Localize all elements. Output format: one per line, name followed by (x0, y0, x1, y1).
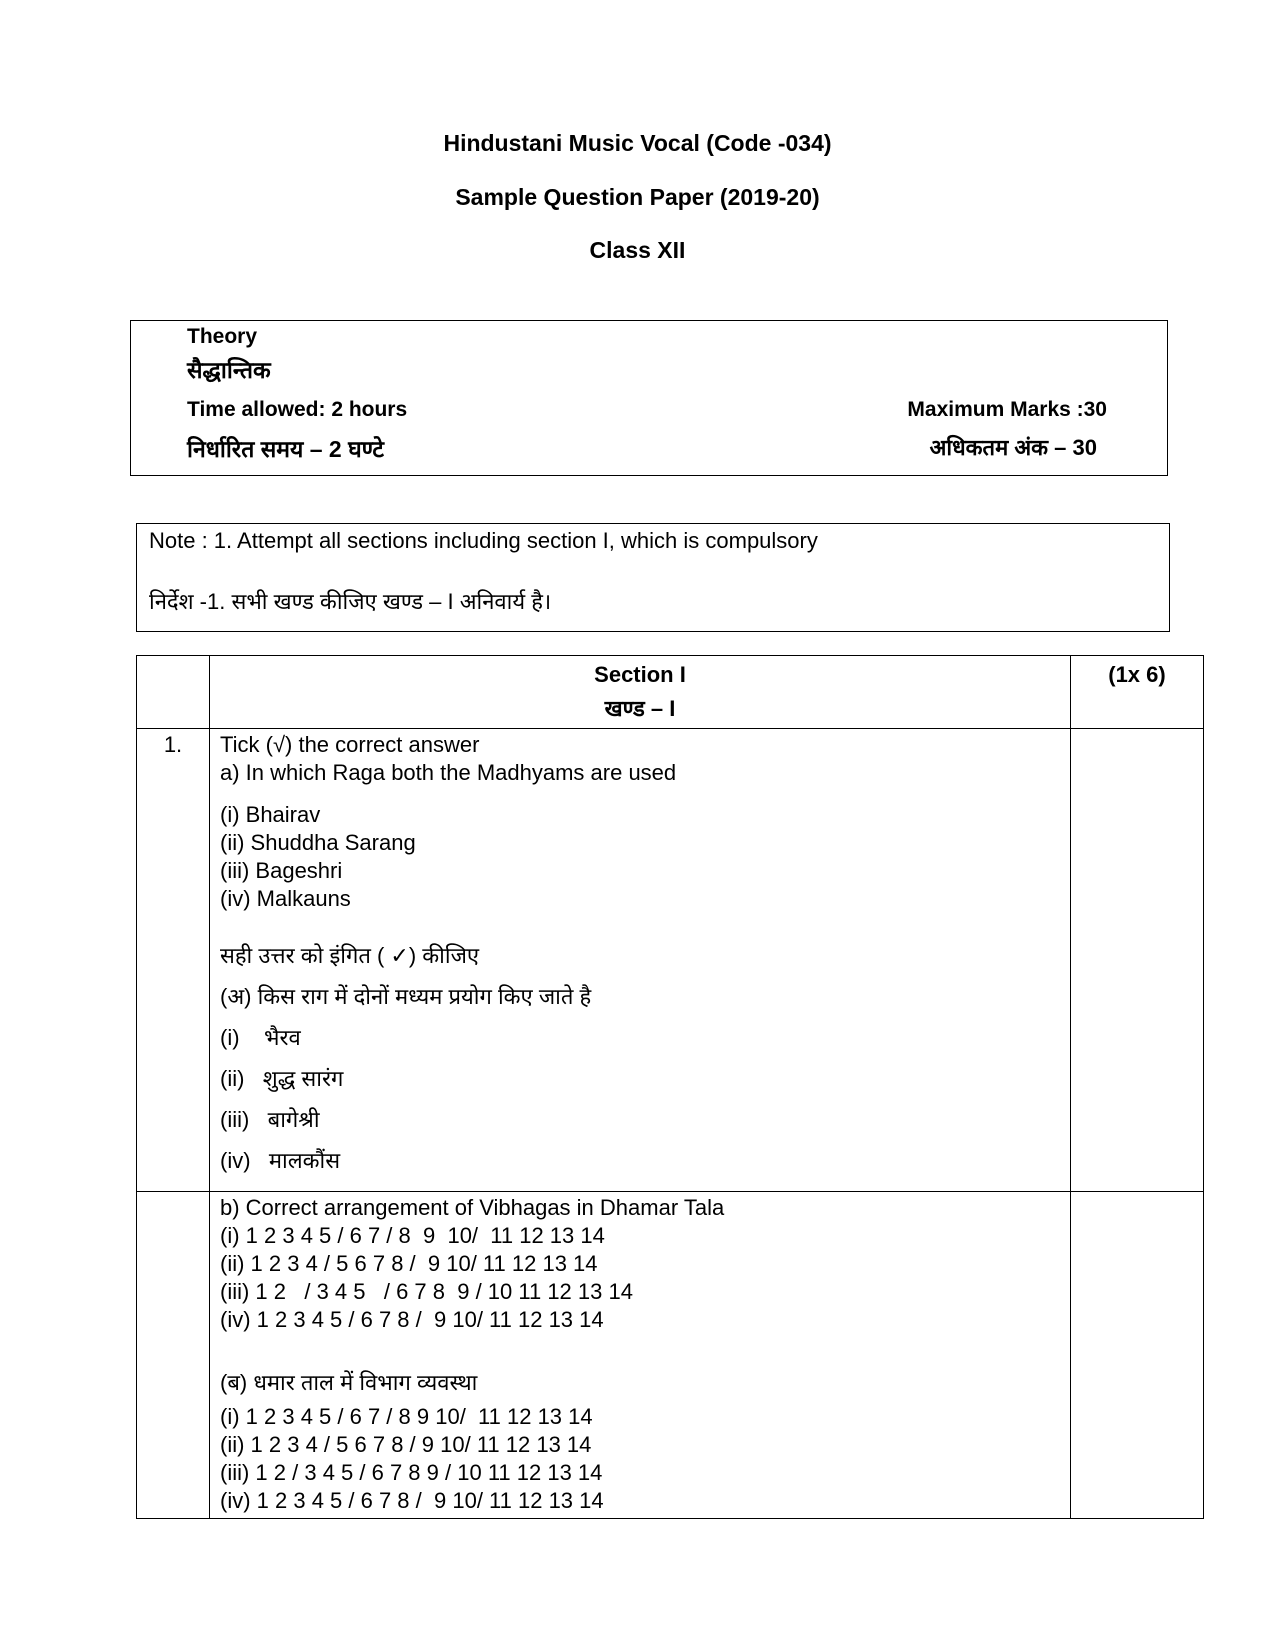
time-allowed: Time allowed: 2 hours (187, 398, 408, 421)
time-allowed-hindi: निर्धारित समय – 2 घण्टे (187, 436, 384, 462)
question-b-hindi: (ब) धमार ताल में विभाग व्यवस्था (220, 1370, 478, 1395)
option-hindi: (ii) शुद्ध सारंग (220, 1066, 344, 1091)
option: (ii) 1 2 3 4 / 5 6 7 8 / 9 10/ 11 12 13 14 (220, 1432, 592, 1457)
instruction-hindi: सही उत्तर को इंगित ( ✓) कीजिए (220, 943, 480, 968)
section-title: Section I (594, 662, 686, 687)
option: (i) Bhairav (220, 802, 321, 827)
note-hindi: निर्देश -1. सभी खण्ड कीजिए खण्ड – I अनिवार्य है। (149, 589, 552, 614)
paper-subtitle: Sample Question Paper (2019-20) (455, 184, 820, 210)
note-english: Note : 1. Attempt all sections including section I, which is compulsory (149, 528, 818, 553)
section-header-row (137, 656, 1204, 729)
option: (iv) 1 2 3 4 5 / 6 7 8 / 9 10/ 11 12 13 14 (220, 1488, 604, 1513)
note-box (136, 523, 1170, 632)
option: (iv) Malkauns (220, 886, 351, 911)
maximum-marks-hindi: अधिकतम अंक – 30 (929, 435, 1097, 460)
option: (ii) 1 2 3 4 / 5 6 7 8 / 9 10/ 11 12 13 14 (220, 1251, 598, 1276)
question-table (136, 655, 1204, 1519)
section-marks: (1x 6) (1071, 656, 1204, 729)
option: (iii) 1 2 / 3 4 5 / 6 7 8 9 / 10 11 12 13 14 (220, 1460, 603, 1485)
theory-label: Theory (187, 325, 258, 348)
question-b: b) Correct arrangement of Vibhagas in Dhamar Tala (220, 1195, 725, 1220)
option: (iv) 1 2 3 4 5 / 6 7 8 / 9 10/ 11 12 13 14 (220, 1307, 604, 1332)
question-row (137, 1192, 1204, 1519)
question-a-hindi: (अ) किस राग में दोनों मध्यम प्रयोग किए जाते है (220, 984, 592, 1009)
paper-title: Hindustani Music Vocal (Code -034) (443, 130, 832, 156)
option: (ii) Shuddha Sarang (220, 830, 416, 855)
instruction: Tick (√) the correct answer (220, 732, 480, 757)
option: (iii) 1 2 / 3 4 5 / 6 7 8 9 / 10 11 12 13 14 (220, 1279, 633, 1304)
maximum-marks: Maximum Marks :30 (907, 398, 1107, 421)
option: (i) 1 2 3 4 5 / 6 7 / 8 9 10/ 11 12 13 14 (220, 1404, 593, 1429)
question-row (137, 729, 1204, 1192)
option: (iii) Bageshri (220, 858, 343, 883)
theory-label-hindi: सैद्धान्तिक (187, 357, 271, 383)
class-label: Class XII (589, 237, 686, 263)
section-title-hindi: खण्ड – I (604, 696, 676, 721)
option-hindi: (iii) बागेश्री (220, 1107, 320, 1132)
option-hindi: (i) भैरव (220, 1025, 301, 1050)
question-number: 1. (137, 729, 210, 1192)
option: (i) 1 2 3 4 5 / 6 7 / 8 9 10/ 11 12 13 14 (220, 1223, 605, 1248)
question-a: a) In which Raga both the Madhyams are used (220, 760, 677, 785)
exam-info-box (130, 320, 1168, 476)
option-hindi: (iv) मालकौंस (220, 1148, 341, 1173)
